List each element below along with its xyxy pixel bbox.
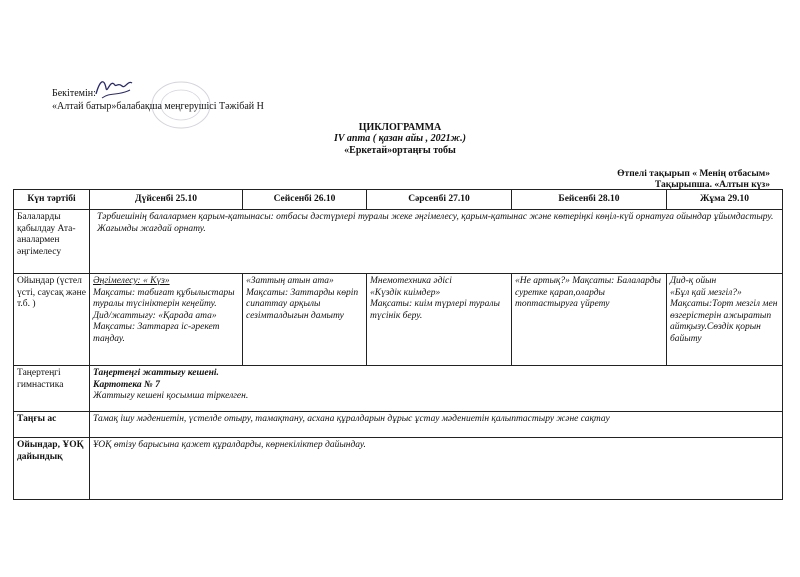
table-row (14, 210, 783, 274)
games-wednesday (367, 274, 512, 366)
cell-line: Таңертеңгі жаттығу кешені. (93, 368, 219, 378)
row-label: Балаларды қабылдау Ата-аналармен әңгімелесу (14, 210, 90, 274)
breakfast-cell: Тамақ ішу мәдениетін, үстелде отыру, тамақтану, асхана құралдарын дұрыс ұстау мәдениетін қалыптастыру және сақтау (90, 412, 783, 438)
cell-line: Мақсаты: Заттарға іс-әрекет таңдау. (93, 322, 220, 344)
cell-line: «Не артық?» Мақсаты: Балаларды суретке қарап,оларды топтастыруға үйрету (515, 276, 661, 309)
table-row (14, 412, 783, 438)
cell-line: Мақсаты: киім түрлері туралы түсінік беру. (370, 299, 500, 321)
header-cell: Бейсенбі 28.10 (512, 190, 667, 210)
table-row (14, 366, 783, 412)
table-row (14, 274, 783, 366)
table-row (14, 438, 783, 500)
signature-image (92, 74, 136, 104)
cell-line: Мақсаты: Заттарды көріп сипаттау арқылы сезімталдығын дамыту (246, 287, 359, 321)
games-tuesday (243, 274, 367, 366)
row-label: Ойындар, ҰОҚ дайындық (14, 438, 90, 500)
reception-text: Тәрбиешінің балалармен қарым-қатынасы: отбасы дәстүрлері туралы жеке әңгімелесу, қарым-қатынас және көтеріңкі көңіл-күй орнатуға ойындар ұйымдастыру. Жағымды жағдай орнату. (97, 212, 774, 234)
cell-line: Мнемотехника әдісі (370, 276, 452, 286)
cell-line: Мақсаты:Торт мезгіл мен өзгерістерін ажыратып айтқызу.Сөздік қорын байыту (670, 299, 778, 344)
table-header-row (14, 190, 783, 210)
cell-line: Картотека № 7 (93, 379, 160, 390)
passing-topic: Өтпелі тақырып « Менің отбасым» (617, 169, 770, 179)
header-cell: Жұма 29.10 (667, 190, 783, 210)
cyclogram-table (13, 189, 783, 500)
cell-line: «Бұл қай мезгіл?» (670, 287, 742, 298)
subtopic: Тақырыпша. «Алтын күз» (654, 180, 770, 190)
games-friday (667, 274, 783, 366)
approved-label: Бекітемін: (52, 88, 96, 99)
row-label: Ойындар (үстел үсті, саусақ және т.б. ) (14, 274, 90, 366)
games-thursday (512, 274, 667, 366)
cell-line: Әңгімелесу: « Күз» (93, 276, 170, 286)
games-monday (90, 274, 243, 366)
header-cell: Дүйсенбі 25.10 (90, 190, 243, 210)
row-label: Таңғы ас (14, 412, 90, 438)
director-line: «Алтай батыр»балабақша меңгерушісі Тәжібай Н (52, 101, 264, 112)
cell-line: Жаттығу кешені қосымша тіркелген. (93, 391, 249, 401)
cell-line: Дид/жаттығу: «Қарада ата» (93, 310, 217, 321)
header-cell: Күн тәртібі (14, 190, 90, 210)
header-cell: Сейсенбі 26.10 (243, 190, 367, 210)
row-label: Таңертеңгі гимнастика (14, 366, 90, 412)
group-line: «Еркетай»ортаңғы тобы (344, 145, 456, 156)
week-line: IV апта ( қазан айы , 2021ж.) (334, 133, 466, 144)
header-cell: Сәрсенбі 27.10 (367, 190, 512, 210)
preparation-cell: ҰОҚ өтізу барысына қажет құралдарды, көрнекіліктер дайындау. (90, 438, 783, 500)
reception-cell (90, 210, 783, 274)
cell-line: Дид-қ ойын (670, 276, 717, 286)
page-title: ЦИКЛОГРАММА (358, 122, 442, 133)
cell-line: Мақсаты: табиғат құбылыстары туралы түсініктерін кеңейту. (93, 287, 235, 309)
cell-line: «Заттың атын ата» (246, 276, 334, 286)
cell-line: «Күздік киімдер» (370, 287, 441, 298)
gymnastics-cell (90, 366, 783, 412)
